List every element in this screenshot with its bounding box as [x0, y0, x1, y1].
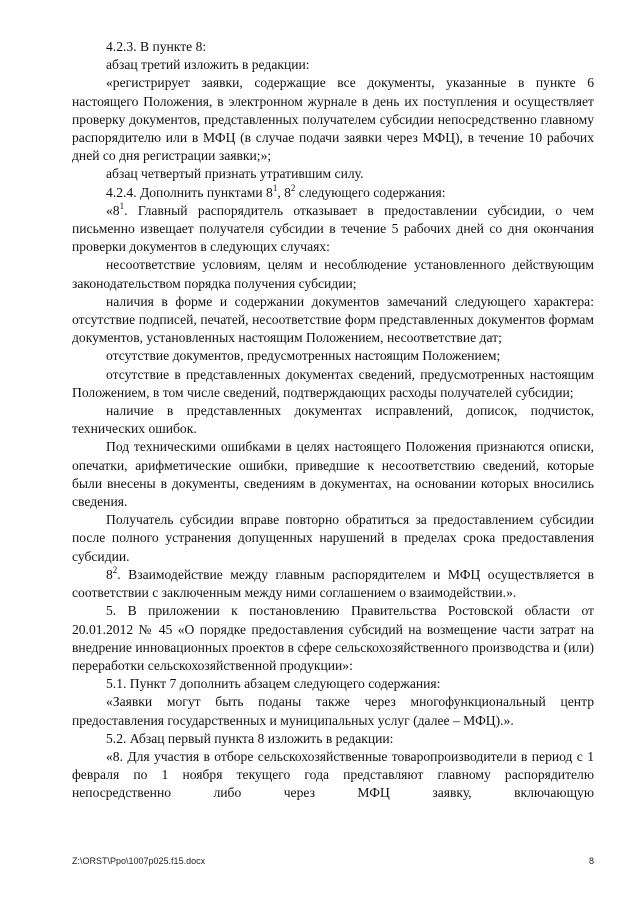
paragraph-text: «8. Для участия в отборе сельскохозяйственные товаропроизводители в период с 1 февраля по 1 ноября текущего года представляют главному распорядителю непосредственно либо через МФЦ заявку, включающую — [72, 748, 594, 801]
paragraph-text: 5.2. Абзац первый пункта 8 изложить в редакции: — [106, 730, 394, 746]
footer-page-number: 8 — [588, 856, 594, 866]
paragraph-text: 8 — [106, 566, 113, 582]
superscript: 2 — [112, 564, 118, 575]
paragraph — [72, 256, 594, 292]
paragraph — [72, 366, 594, 402]
superscript: 2 — [290, 182, 296, 193]
paragraph — [72, 693, 594, 729]
paragraph — [72, 438, 594, 511]
paragraph-text: «Заявки могут быть поданы также через многофункциональный центр предоставления государственных и муниципальных услуг (далее – МФЦ).». — [72, 694, 594, 728]
paragraph-text: наличие в представленных документах исправлений, дописок, подчисток, технических ошибок. — [72, 403, 594, 437]
footer-file-path: Z:\ORST\Ppo\1007p025.f15.docx — [72, 856, 206, 866]
paragraph — [72, 56, 594, 74]
paragraph — [72, 74, 594, 165]
paragraph-text: 4.2.4. Дополнить пунктами 8 — [106, 184, 273, 200]
paragraph-text: 5. В приложении к постановлению Правительства Ростовской области от 20.01.2012 № 45 «О порядке предоставления субсидий на возмещение части затрат на внедрение инновационных проектов в сфере сельскохозяйственного производства и (или) переработки сельскохозяйственной продукции»: — [72, 603, 594, 673]
paragraph-text: . Главный распорядитель отказывает в предоставлении субсидии, о чем письменно извещает получателя субсидии в течение 5 рабочих дней со дня окончания проверки документов в следующих случаях: — [72, 202, 594, 255]
paragraph — [72, 511, 594, 566]
paragraph — [72, 402, 594, 438]
paragraph — [72, 347, 594, 365]
paragraph-text: абзац третий изложить в редакции: — [106, 57, 310, 73]
page-footer — [72, 856, 594, 870]
paragraph — [72, 675, 594, 693]
superscript: 1 — [119, 200, 125, 211]
paragraph — [72, 748, 594, 803]
paragraph-text: . Взаимодействие между главным распорядителем и МФЦ осуществляется в соответствии с заключенным между ними соглашением о взаимодействии.». — [72, 566, 594, 601]
paragraph — [72, 730, 594, 748]
paragraph-text: наличия в форме и содержании документов замечаний следующего характера: отсутствие подписей, печатей, несоответствие форм представленных документов формам документов, установленных настоящим Положением, несоответствие дат; — [72, 293, 594, 346]
paragraph-text: «регистрирует заявки, содержащие все документы, указанные в пункте 6 настоящего Положения, в электронном журнале в день их поступления и осуществляет проверку документов, представленных получателем субсидии непосредственно главному распорядителю или в МФЦ (в случае подачи заявки через МФЦ), в течение 10 рабочих дней со дня регистрации заявки;»; — [72, 75, 594, 164]
superscript: 1 — [272, 182, 278, 193]
paragraph-text: абзац четвертый признать утратившим силу. — [106, 166, 364, 182]
document-body — [72, 38, 594, 803]
paragraph-text: отсутствие документов, предусмотренных настоящим Положением; — [106, 348, 501, 364]
paragraph — [72, 38, 594, 56]
paragraph-text: 4.2.3. В пункте 8: — [106, 39, 207, 54]
paragraph — [72, 184, 594, 202]
paragraph — [72, 602, 594, 675]
paragraph-text: следующего содержания: — [295, 184, 446, 200]
paragraph-text: Получатель субсидии вправе повторно обратиться за предоставлением субсидии после полного устранения допущенных нарушений в пределах срока предоставления субсидии. — [72, 512, 594, 564]
paragraph — [72, 165, 594, 183]
paragraph-text: несоответствие условиям, целям и несоблюдение установленного действующим законодательством порядка получения субсидии; — [72, 257, 594, 291]
paragraph-text: , 8 — [277, 184, 291, 200]
paragraph — [72, 202, 594, 257]
paragraph-text: 5.1. Пункт 7 дополнить абзацем следующего содержания: — [106, 676, 441, 692]
paragraph-text: отсутствие в представленных документах сведений, предусмотренных настоящим Положением, в том числе сведений, подтверждающих расходы получателей субсидии; — [72, 366, 594, 400]
paragraph-text: «8 — [106, 202, 120, 218]
paragraph — [72, 293, 594, 348]
paragraph — [72, 566, 594, 602]
paragraph-text: Под техническими ошибками в целях настоящего Положения признаются описки, опечатки, арифметические ошибки, приведшие к несоответствию сведений, которые были внесены в документы, сведениям в документах, на основании которых вносились сведения. — [72, 439, 594, 510]
